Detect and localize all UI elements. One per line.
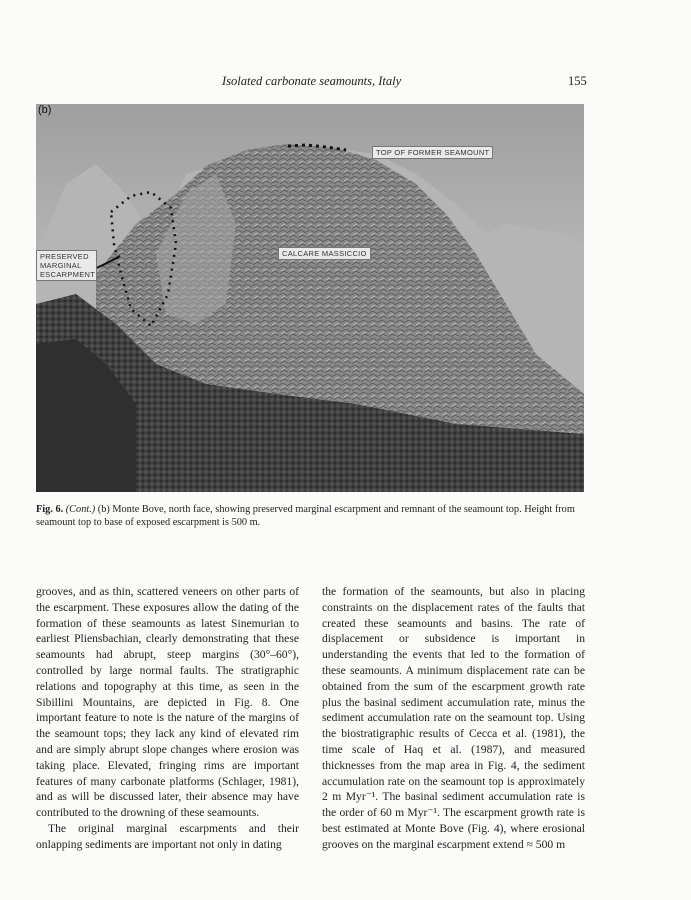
mountain-photo [36, 104, 584, 492]
figure-caption [36, 503, 584, 529]
label-top-of-former-seamount: TOP OF FORMER SEAMOUNT [372, 146, 493, 159]
label-calcare-massiccio: CALCARE MASSICCIO [278, 247, 371, 260]
body-column-left [36, 584, 299, 853]
caption-number: Fig. 6. [36, 504, 64, 515]
label-line: PRESERVED [40, 252, 89, 261]
label-line: ESCARPMENT [40, 270, 96, 279]
running-title: Isolated carbonate seamounts, Italy [222, 74, 402, 88]
label-preserved-escarpment [36, 250, 97, 281]
page-number: 155 [568, 74, 587, 88]
paragraph: grooves, and as thin, scattered veneers on other parts of the escarpment. These exposures allow the dating of the formation of these seamounts as latest Sinemurian to earliest Pliensbachian, clearly demonstrating that these seamounts had abrupt, steep margins (30°–60°), controlled by large normal faults. The stratigraphic relations and topography at this time, as seen in the Sibillini Mountains, are depicted in Fig. 8. One important feature to note is the nature of the margins of the seamount tops; they lack any kind of elevated rim and are simply abrupt slope changes where erosion was taking place. Elevated, fringing rims are important features of many carbonate platforms (Schlager, 1981), and as will be discussed later, their absence may have contributed to the drowning of these seamounts. [36, 585, 299, 820]
label-line: MARGINAL [40, 261, 82, 270]
body-column-right [322, 584, 585, 853]
caption-text: (b) Monte Bove, north face, showing preserved marginal escarpment and remnant of the seamount top. Height from seamount top to base of exposed escarpment is 500 m. [36, 504, 575, 528]
paragraph: The original marginal escarpments and their onlapping sediments are important not only in dating [36, 821, 299, 851]
figure-photograph [36, 104, 584, 492]
panel-label: (b) [38, 104, 52, 116]
caption-note: (Cont.) [65, 504, 96, 515]
paragraph: the formation of the seamounts, but also in placing constraints on the displacement rates of the faults that created these seamounts and basins. The rate of displacement or subsidence is important in understanding the events that led to the formation of these seamounts. A minimum displacement rate can be obtained from the sum of the escarpment growth rate plus the basinal sediment accumulation rate, minus the sediment accumulation rate on the seamount top. Using the biostratigraphic results of Cecca et al. (1981), the time scale of Haq et al. (1987), and measured thicknesses from the map area in Fig. 4, the sediment accumulation rate on the seamount top is approximately 2 m Myr⁻¹. The basinal sediment accumulation rate is the order of 60 m Myr⁻¹. The escarpment growth rate is best estimated at Monte Bove (Fig. 4), where erosional grooves on the marginal escarpment extend ≈ 500 m [322, 585, 585, 851]
